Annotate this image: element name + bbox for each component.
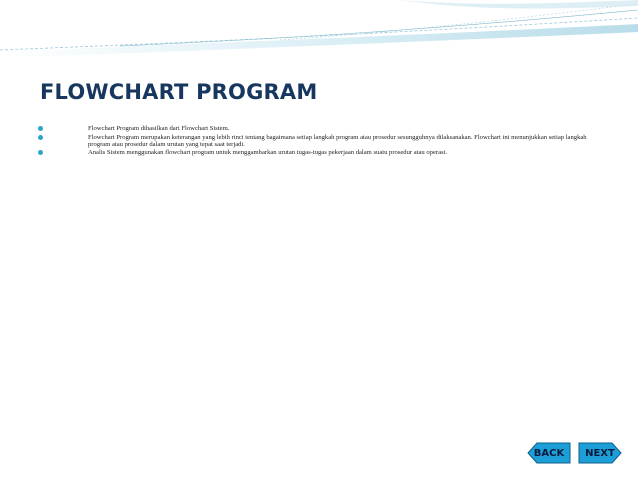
next-button-label: NEXT [585,447,615,459]
bullet-list [38,125,598,158]
back-button-label: BACK [533,447,565,459]
bullet-text: Analis Sistem menggunakan flowchart program untuk menggambarkan urutan tugas-tugas pekerjaan dalam suatu prosedur atau operasi. [88,149,448,156]
bullet-icon [38,126,43,131]
next-button[interactable] [578,442,622,464]
bullet-text: Flowchart Program merupakan keterangan yang lebih rinci tentang bagaimana setiap langkah program atau prosedur sesungguhnya dilaksanakan. Flowchart ini menunjukkan setiap langkah program atau prosedur dalam urutan yang tepat saat terjadi. [88,133,587,148]
bullet-item [38,149,598,156]
bullet-text: Flowchart Program dihasilkan dari Flowchart Sistem. [88,125,230,132]
bullet-item [38,134,598,148]
bullet-icon [38,135,43,140]
slide-title: FLOWCHART PROGRAM [40,80,318,104]
header-wave-decoration [0,0,638,60]
back-button[interactable] [527,442,571,464]
bullet-icon [38,150,43,155]
bullet-item [38,125,598,132]
